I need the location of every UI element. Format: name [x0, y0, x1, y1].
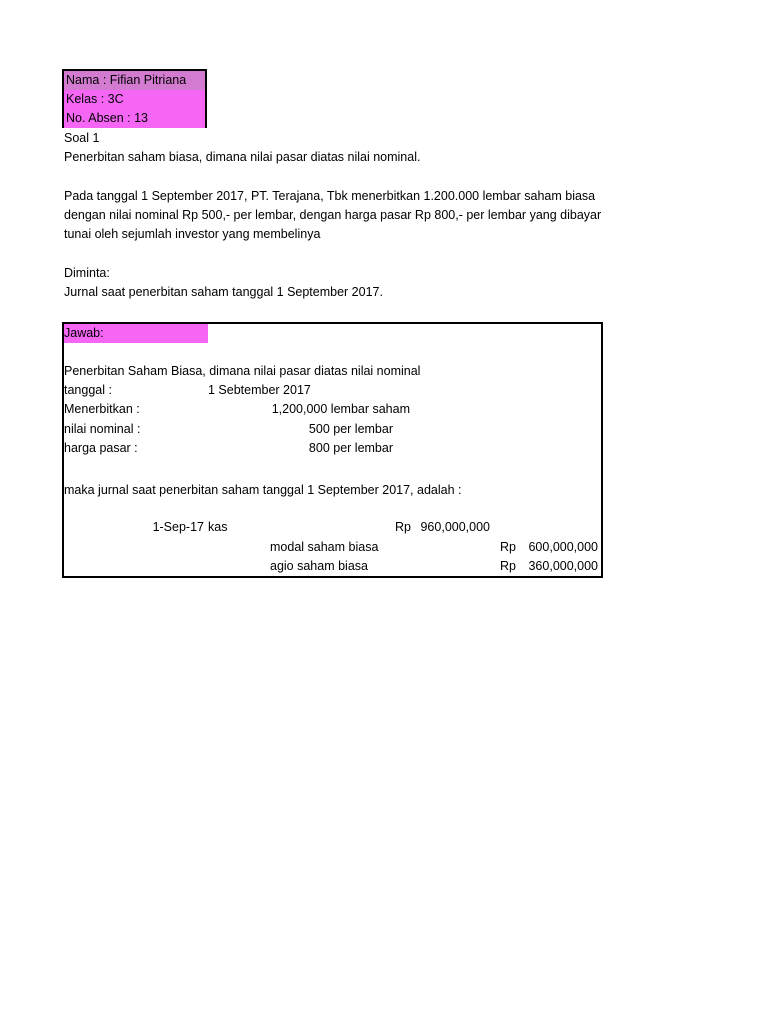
name-cell[interactable]: Nama : Fifian Pitriana	[64, 71, 205, 90]
question-body-line-3[interactable]: tunai oleh sejumlah investor yang membelinya	[64, 227, 321, 241]
question-body-line-2[interactable]: dengan nilai nominal Rp 500,- per lembar, dengan harga pasar Rp 800,- per lembar yang dibayar	[64, 208, 602, 222]
question-body-line-1[interactable]: Pada tanggal 1 September 2017, PT. Terajana, Tbk menerbitkan 1.200.000 lembar saham biasa	[64, 189, 596, 203]
question-topic[interactable]: Penerbitan saham biasa, dimana nilai pasar diatas nilai nominal.	[64, 150, 421, 164]
journal-account-modal[interactable]: modal saham biasa	[270, 540, 379, 554]
detail-nominal-value[interactable]: 500 per lembar	[308, 422, 393, 436]
detail-market-label[interactable]: harga pasar :	[64, 441, 138, 455]
journal-intro[interactable]: maka jurnal saat penerbitan saham tanggal 1 September 2017, adalah :	[64, 483, 462, 497]
detail-shares-value[interactable]: 1,200,000 lembar saham	[271, 402, 410, 416]
journal-credit-currency-1[interactable]: Rp	[500, 540, 516, 554]
detail-date-label[interactable]: tanggal :	[64, 383, 112, 397]
journal-credit-amount-1[interactable]: 600,000,000	[528, 540, 598, 554]
journal-credit-amount-2[interactable]: 360,000,000	[528, 559, 598, 573]
detail-shares-label[interactable]: Menerbitkan :	[64, 402, 140, 416]
journal-debit-currency[interactable]: Rp	[395, 520, 411, 534]
journal-account-agio[interactable]: agio saham biasa	[270, 559, 368, 573]
absen-cell[interactable]: No. Absen : 13	[64, 109, 205, 128]
detail-market-value[interactable]: 800 per lembar	[308, 441, 393, 455]
journal-credit-currency-2[interactable]: Rp	[500, 559, 516, 573]
requested-text[interactable]: Jurnal saat penerbitan saham tanggal 1 September 2017.	[64, 285, 383, 299]
journal-date[interactable]: 1-Sep-17	[152, 520, 204, 534]
question-title[interactable]: Soal 1	[64, 131, 100, 145]
identity-box	[62, 69, 207, 128]
requested-label[interactable]: Diminta:	[64, 266, 110, 280]
answer-label[interactable]: Jawab:	[64, 326, 104, 340]
journal-account-kas[interactable]: kas	[208, 520, 228, 534]
journal-debit-amount[interactable]: 960,000,000	[420, 520, 490, 534]
detail-nominal-label[interactable]: nilai nominal :	[64, 422, 141, 436]
detail-date-value[interactable]: 1 Sebtember 2017	[208, 383, 311, 397]
class-cell[interactable]: Kelas : 3C	[64, 90, 205, 109]
answer-heading[interactable]: Penerbitan Saham Biasa, dimana nilai pasar diatas nilai nominal	[64, 364, 421, 378]
